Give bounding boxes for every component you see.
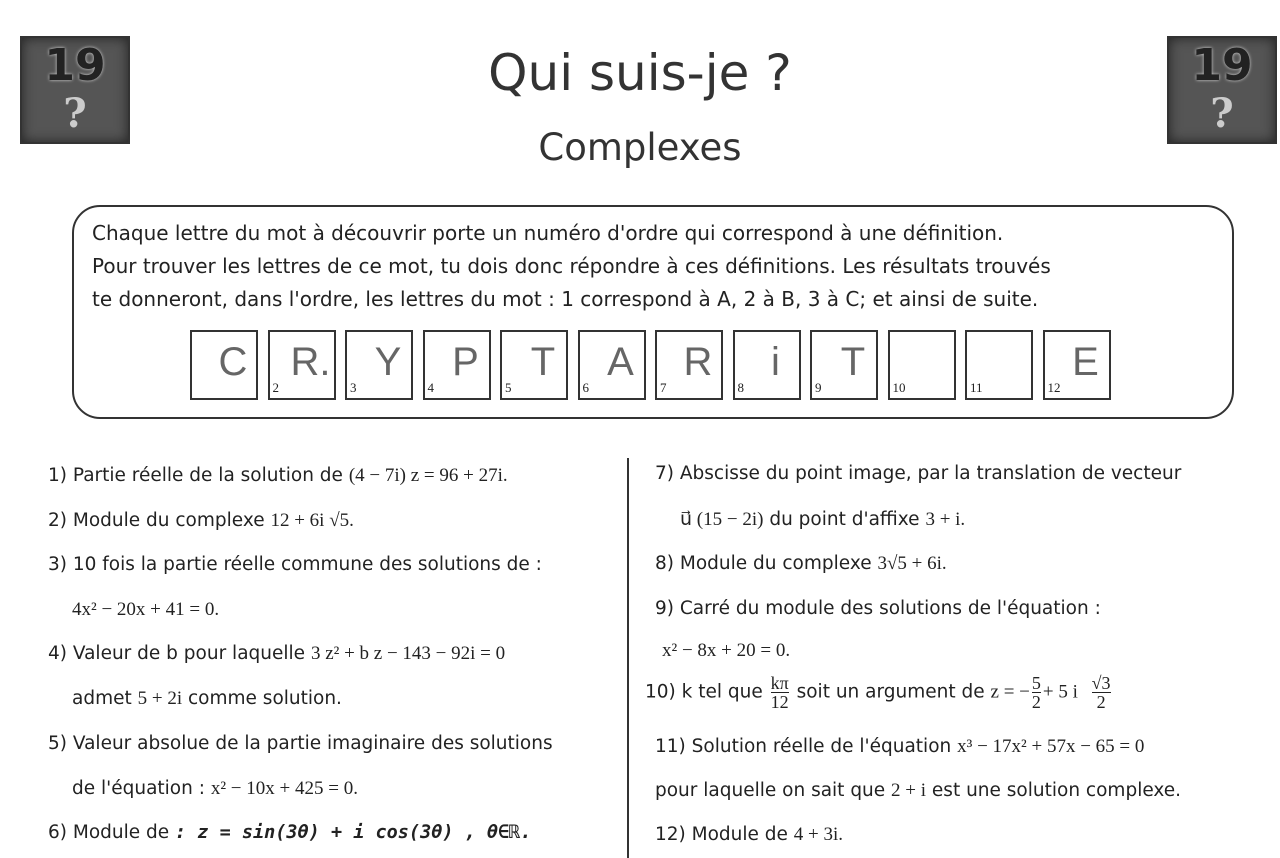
question-3-equation: 4x² − 20x + 41 = 0. — [72, 599, 220, 620]
handwritten-letter: E — [1072, 340, 1099, 384]
question-8: 8) Module du complexe 3√5 + 6i. — [655, 553, 947, 574]
rule-line: te donneront, dans l'ordre, les lettres du mot : 1 correspond à A, 2 à B, 3 à C; et ainsi de suite. — [92, 287, 1039, 311]
letter-box[interactable] — [733, 330, 801, 400]
question-4-cont: admet 5 + 2i comme solution. — [72, 688, 342, 709]
letter-box[interactable] — [965, 330, 1033, 400]
handwritten-letter: C — [218, 340, 248, 384]
question-9: 9) Carré du module des solutions de l'équation : — [655, 598, 1101, 619]
handwritten-letter: T — [530, 340, 556, 384]
badge-number: 19 — [44, 40, 106, 91]
handwritten-letter: Y — [374, 340, 402, 384]
handwritten-letter: P — [452, 340, 479, 384]
letter-number: 7 — [660, 380, 667, 395]
question-1: 1) Partie réelle de la solution de (4 − 7i) z = 96 + 27i. — [48, 465, 508, 486]
question-mark-icon: ? — [1210, 90, 1234, 137]
handwritten-letter: R — [683, 340, 713, 384]
letter-box[interactable] — [888, 330, 956, 400]
letter-number: 2 — [272, 380, 279, 395]
page-subtitle: Complexes — [538, 126, 742, 169]
badge-number: 19 — [1191, 40, 1253, 91]
handwritten-letter: T — [840, 340, 866, 384]
rule-line: Chaque lettre du mot à découvrir porte un numéro d'ordre qui correspond à une définition. — [92, 221, 1004, 245]
question-9-equation: x² − 8x + 20 = 0. — [662, 640, 791, 661]
question-12: 12) Module de 4 + 3i. — [655, 824, 844, 845]
letter-box[interactable] — [345, 330, 413, 400]
question-11-cont: pour laquelle on sait que 2 + i est une solution complexe. — [655, 780, 1182, 801]
letter-number: 3 — [350, 380, 357, 395]
rule-line: Pour trouver les lettres de ce mot, tu dois donc répondre à ces définitions. Les résultats trouvés — [92, 254, 1051, 278]
question-5-cont: de l'équation : x² − 10x + 425 = 0. — [72, 778, 358, 799]
question-7-cont: u⃗ (15 − 2i) du point d'affixe 3 + i. — [680, 509, 966, 530]
letter-box[interactable] — [655, 330, 723, 400]
letter-box[interactable] — [810, 330, 878, 400]
letter-number: 6 — [582, 380, 589, 395]
letter-number: 12 — [1047, 380, 1061, 395]
letter-number: 10 — [892, 380, 906, 395]
question-11: 11) Solution réelle de l'équation x³ − 17x² + 57x − 65 = 0 — [655, 736, 1145, 757]
question-7: 7) Abscisse du point image, par la translation de vecteur — [655, 463, 1182, 484]
question-mark-icon: ? — [63, 90, 87, 137]
handwritten-letter: R. — [290, 340, 331, 384]
question-4: 4) Valeur de b pour laquelle 3 z² + b z − 143 − 92i = 0 — [48, 643, 506, 664]
letter-box[interactable] — [1043, 330, 1111, 400]
letter-box[interactable] — [578, 330, 646, 400]
letter-number: 4 — [427, 380, 434, 395]
letter-box[interactable] — [500, 330, 568, 400]
letter-number: 11 — [970, 380, 983, 395]
question-6: 6) Module de : z = sin(3θ) + i cos(3θ) , θ∈ℝ. — [48, 822, 532, 843]
letter-box[interactable] — [268, 330, 336, 400]
letter-number: 5 — [505, 380, 512, 395]
question-2: 2) Module du complexe 12 + 6i √5. — [48, 510, 354, 531]
letter-number: 8 — [737, 380, 744, 395]
letter-box[interactable] — [423, 330, 491, 400]
letter-box[interactable] — [190, 330, 258, 400]
question-3: 3) 10 fois la partie réelle commune des solutions de : — [48, 554, 542, 575]
letter-number: 9 — [815, 380, 822, 395]
question-5: 5) Valeur absolue de la partie imaginaire des solutions — [48, 733, 553, 754]
page-title: Qui suis-je ? — [488, 44, 792, 102]
column-divider — [627, 458, 629, 858]
handwritten-letter: i — [771, 340, 780, 384]
handwritten-letter: A — [607, 340, 634, 384]
question-10: 10) k tel que $\frac{k\pi}{12}$ soit un argument de z = − $\frac{5}{2}$ + 5 i $\frac{√3}{2}$ — [645, 673, 1111, 712]
